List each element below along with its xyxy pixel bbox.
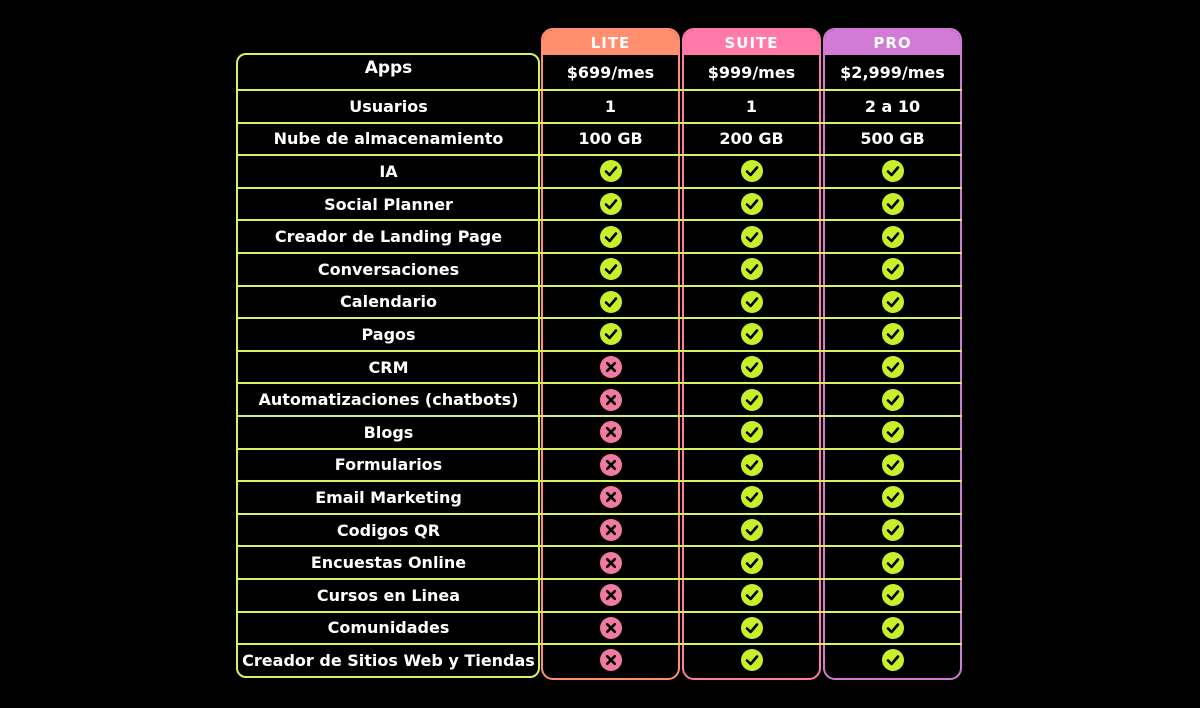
check-icon [741,389,763,411]
plan-value [543,579,678,612]
plan-value [825,155,960,188]
check-icon [741,421,763,443]
plan-value: 100 GB [578,129,643,149]
price-lite: $699/mes [566,62,655,82]
check-icon [600,258,622,280]
cross-icon [600,356,622,378]
price-pro: $2,999/mes [840,62,945,82]
check-icon [600,226,622,248]
plan-value [684,253,819,286]
plan-value [825,514,960,547]
plan-value [684,612,819,645]
feature-label: Automatizaciones (chatbots) [258,390,519,410]
plan-value [825,253,960,286]
plan-value [825,188,960,221]
plan-value [825,546,960,579]
plan-value: 200 GB [719,129,784,149]
plan-value [684,351,819,384]
plan-value [543,220,678,253]
check-icon [600,193,622,215]
plan-value [543,286,678,319]
check-icon [741,584,763,606]
plan-value [684,318,819,351]
feature-label: Cursos en Linea [316,585,461,605]
plan-value [825,220,960,253]
feature-label: Formularios [334,455,443,475]
plan-value [543,481,678,514]
feature-label: Encuestas Online [310,553,467,573]
plan-value [825,383,960,416]
feature-label: CRM [368,357,409,377]
plan-value [543,546,678,579]
check-icon [882,291,904,313]
check-icon [882,389,904,411]
plan-value: 500 GB [860,129,925,149]
feature-label: Creador de Sitios Web y Tiendas [242,650,535,670]
plan-value [825,579,960,612]
apps-label: Apps [364,58,413,78]
feature-label: Blogs [363,422,414,442]
cross-icon [600,454,622,476]
cross-icon [600,389,622,411]
feature-label: Comunidades [327,618,450,638]
plan-value [543,514,678,547]
plan-value [684,416,819,449]
check-icon [741,519,763,541]
plan-value [543,351,678,384]
plan-value [825,286,960,319]
feature-label: Creador de Landing Page [274,227,503,247]
check-icon [741,617,763,639]
cross-icon [600,519,622,541]
feature-label: Codigos QR [336,520,441,540]
check-icon [741,226,763,248]
plan-value [543,612,678,645]
check-icon [882,649,904,671]
check-icon [882,486,904,508]
check-icon [882,454,904,476]
plan-value [684,514,819,547]
price-suite: $999/mes [707,62,796,82]
plan-value [684,644,819,677]
plan-value [543,416,678,449]
check-icon [882,519,904,541]
check-icon [600,291,622,313]
check-icon [882,421,904,443]
plan-value [684,220,819,253]
check-icon [882,226,904,248]
plan-value [684,188,819,221]
plan-value [684,286,819,319]
check-icon [741,552,763,574]
feature-label: IA [379,161,398,181]
check-icon [882,584,904,606]
plan-value [543,644,678,677]
plan-value [684,155,819,188]
check-icon [741,291,763,313]
plan-value: 1 [604,96,617,116]
plan-value [825,318,960,351]
plan-value [825,612,960,645]
cross-icon [600,584,622,606]
check-icon [741,454,763,476]
plan-value: 1 [745,96,758,116]
plan-value [825,644,960,677]
feature-label: Social Planner [324,194,453,214]
check-icon [600,323,622,345]
plan-value [684,383,819,416]
check-icon [882,356,904,378]
plan-value [543,253,678,286]
feature-label: Pagos [361,324,416,344]
check-icon [741,323,763,345]
check-icon [882,323,904,345]
cross-icon [600,552,622,574]
plan-value: 2 a 10 [864,96,921,116]
check-icon [882,193,904,215]
feature-label: Usuarios [349,96,428,116]
check-icon [600,160,622,182]
plan-value [825,416,960,449]
plan-header-pro: PRO [825,30,960,55]
cross-icon [600,421,622,443]
feature-label: Nube de almacenamiento [273,129,504,149]
feature-label: Calendario [340,292,437,312]
plan-value [684,579,819,612]
check-icon [882,617,904,639]
plan-value [684,546,819,579]
cross-icon [600,486,622,508]
check-icon [741,193,763,215]
check-icon [882,160,904,182]
plan-value [543,318,678,351]
plan-header-suite: SUITE [684,30,819,55]
check-icon [741,258,763,280]
plan-value [684,449,819,482]
plan-value [543,188,678,221]
feature-label: Conversaciones [317,259,460,279]
plan-value [825,449,960,482]
check-icon [741,160,763,182]
plan-value [543,383,678,416]
plan-value [543,449,678,482]
plan-value [825,481,960,514]
feature-label: Email Marketing [315,487,462,507]
check-icon [741,356,763,378]
plan-value [684,481,819,514]
check-icon [741,649,763,671]
plan-header-lite: LITE [543,30,678,55]
check-icon [882,258,904,280]
cross-icon [600,649,622,671]
plan-value [825,351,960,384]
plan-value [543,155,678,188]
check-icon [882,552,904,574]
check-icon [741,486,763,508]
cross-icon [600,617,622,639]
